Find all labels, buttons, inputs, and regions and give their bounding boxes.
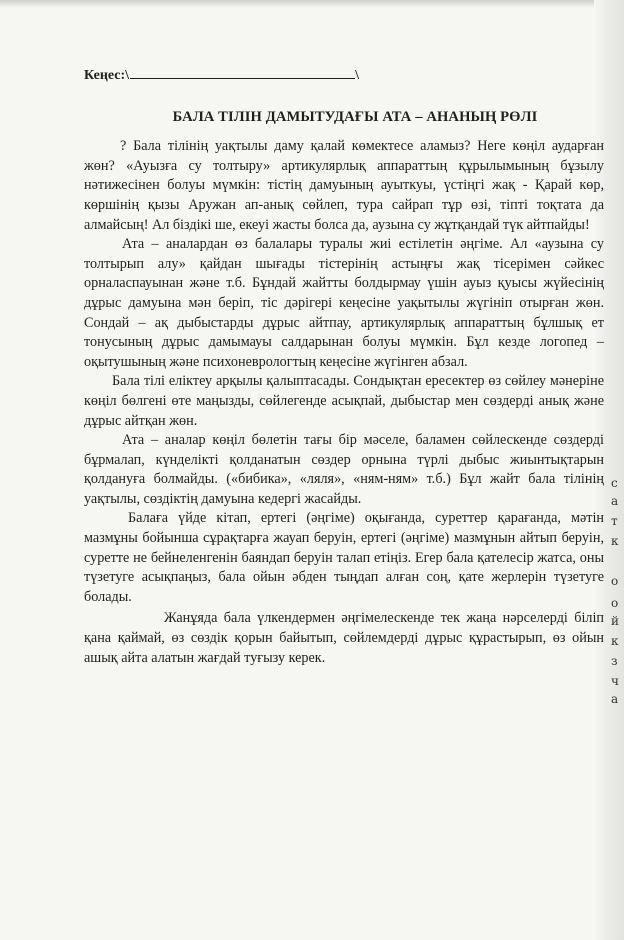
paragraph-3: Бала тілі еліктеу арқылы қалыптасады. Сондықтан ересектер өз сөйлеу мәнеріне көңіл бөлгені өте маңызды, сөйлегенде асықпай, дыбыстар мен сөздерді анық және дұрыс айтқан жөн.	[84, 373, 604, 429]
margin-mark: т	[611, 514, 618, 528]
scan-top-edge	[0, 0, 624, 8]
margin-mark: к	[611, 634, 619, 648]
paragraph-4: Ата – аналар көңіл бөлетін тағы бір мәселе, баламен сөйлескенде сөздерді бұрмалап, күнделікті қолданатын сөздер орнына түрлі дыбыс жиынтықтарын қолдануға болмайды. («бибика», «ляля», «ням-ням» т.б.) Бұл жайт бала тілінің уақтылы, сөздіктің дамуына кедергі жасайды.	[84, 432, 604, 507]
paragraph-2: Ата – аналардан өз балалары туралы жиі естілетін әңгіме. Ал «аузына су толтырып алу» қайдан шығады тістерінің астыңғы жақ тісерімен сәйкес орналаспауынан және т.б. Бұндай жайтты болдырмау үшін ауыз қуысы жүйесінің дұрыс дамуына мән беріп, тіс дәрігері кеңесіне уақытылы жүгініп отырған жөн. Сондай – ақ дыбыстарды дұрыс айтпау, артикулярлық аппараттың бұлшық ет тонусының дұрыс дамымауы салдарынан болуы мүмкін. Бұл кезде логопед – оқытушының және психоневрологтың кеңесіне жүгінген абзал.	[84, 236, 604, 370]
margin-mark: ч	[611, 674, 619, 688]
advice-trailing: \	[355, 68, 359, 83]
margin-mark: а	[611, 494, 619, 508]
advice-header	[84, 66, 604, 86]
margin-mark: к	[611, 534, 619, 548]
margin-mark: з	[611, 654, 618, 668]
margin-mark: а	[611, 692, 619, 706]
paragraph-5: Балаға үйде кітап, ертегі (әңгіме) оқығанда, суреттер қарағанда, мәтін мазмұны бойынша сұрақтарға жауап беруін, ертегі (әңгіме) мазмұнын айтып беруін, суретте не бейнеленгенін баяндап беруін талап етіңіз. Егер бала қателесір жатса, оны түзетуге асықпаңыз, бала ойын әбден тыңдап алған соң, қате жерлерін түзетуге болады.	[84, 510, 604, 605]
advice-label: Кеңес:\	[84, 68, 130, 83]
margin-mark: о	[611, 596, 619, 610]
margin-mark: с	[611, 476, 618, 490]
margin-mark: о	[611, 574, 619, 588]
document-body	[84, 66, 604, 668]
paragraph-6: Жанұяда бала үлкендермен әңгімелескенде тек жаңа нәрселерді біліп қана қаймай, өз сөздік қорын байытып, сөйлемдерді дұрыс құрастырып, өз ойын ашық айта алатын жағдай туғызу керек.	[84, 610, 604, 666]
paragraph-1: ? Бала тілінің уақтылы даму қалай көмектесе аламыз? Неге көңіл аударған жөн? «Ауызға су толтыру» артикулярлық аппараттың құрылымының бұзылу нәтижесінен болуы мүмкін: тістің дамуының ауыткуы, үстіңгі жақ - Қарай көр, көршінің қызы Аружан ап-анық сөйлеп, тура сайрап тұр өзі, тіпті тоқтата да алмайсың! Ал біздікі ше, екеуі жасты болса да, аузына су жұтқандай түк айтпайды!	[84, 138, 604, 233]
margin-mark: й	[611, 614, 619, 628]
document-title: БАЛА ТІЛІН ДАМЫТУДАҒЫ АТА – АНАНЫҢ РӨЛІ	[172, 108, 538, 125]
advice-underline	[130, 66, 355, 79]
